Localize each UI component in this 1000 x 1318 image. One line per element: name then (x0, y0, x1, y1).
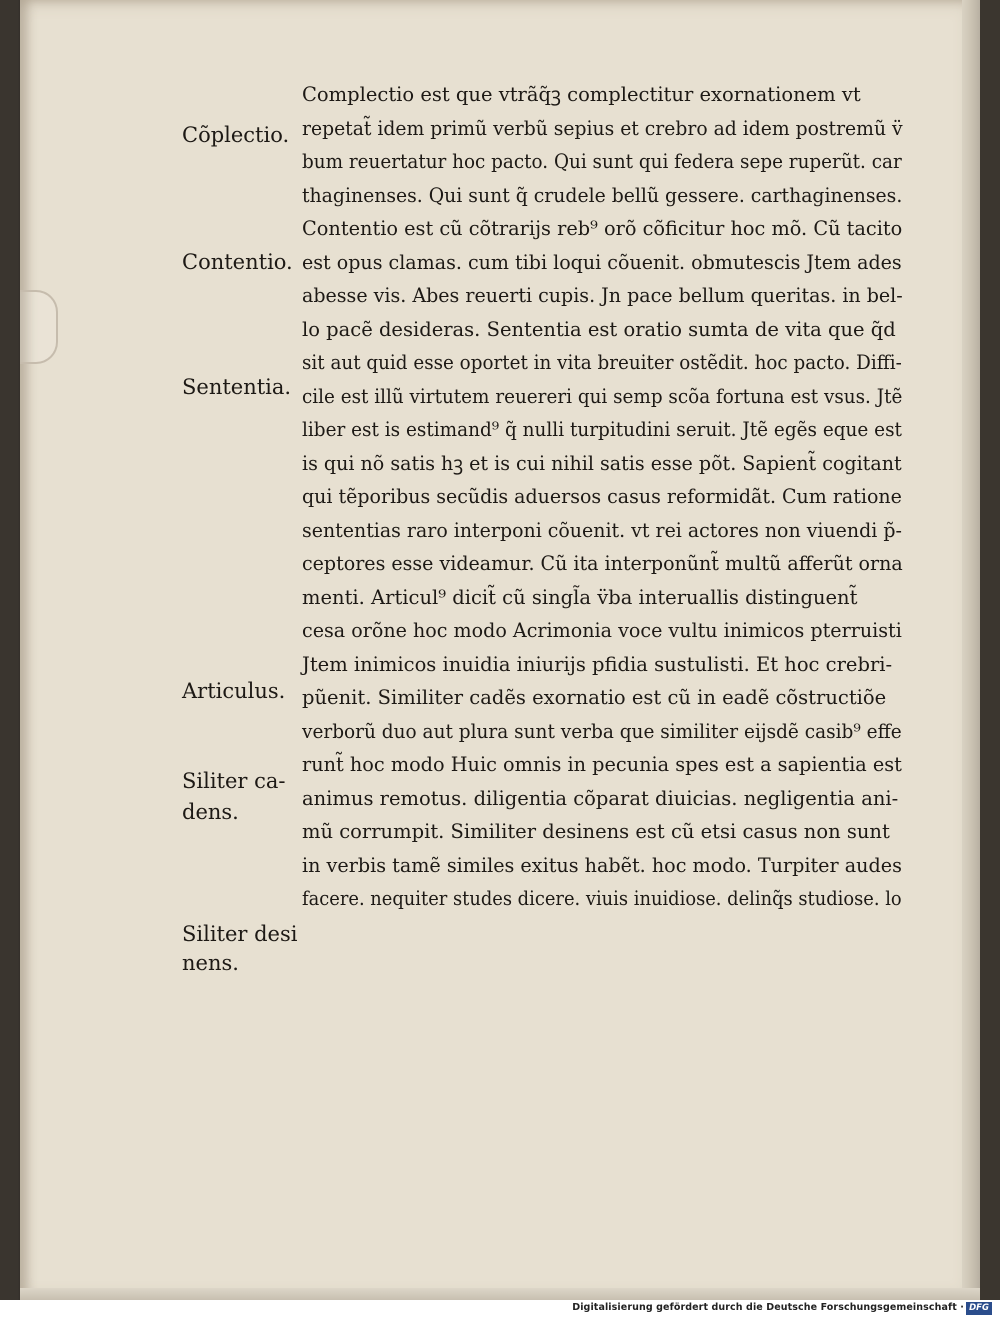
margin-note-complectio: Cõplectio. (182, 123, 290, 147)
text-line: liber est is estimand⁹ q̃ nulli turpitudini seruit. Jtẽ egẽs eque est (302, 418, 902, 441)
dfg-logo: DFG (966, 1302, 992, 1315)
text-line: repetat̃ idem primũ verbũ sepius et crebro ad idem postremũ v̈ (302, 116, 903, 140)
margin-note-similiter-cadens-2: dens. (182, 800, 239, 824)
main-text-block (302, 78, 902, 916)
text-line: sententias raro interponi cõuenit. vt rei actores non viuendi p̃- (302, 518, 902, 542)
text-line: abesse vis. Abes reuerti cupis. Jn pace bellum queritas. in bel- (302, 284, 903, 307)
margin-note-articulus: Articulus. (182, 679, 286, 703)
text-line: in verbis tamẽ similes exitus habẽt. hoc modo. Turpiter audes (302, 853, 902, 877)
text-line: bum reuertatur hoc pacto. Qui sunt qui federa sepe ruperũt. car (302, 150, 902, 173)
text-line: est opus clamas. cum tibi loqui cõuenit. obmutescis Jtem ades (302, 250, 902, 274)
text-line: runt̃ hoc modo Huic omnis in pecunia spes est a sapientia est (302, 753, 902, 776)
margin-note-similiter-desinens-1: Siliter desi (182, 922, 298, 946)
text-line: animus remotus. diligentia cõparat diuicias. negligentia ani- (302, 786, 899, 810)
text-line: menti. Articul⁹ dicit̃ cũ singl̃a v̈ba interuallis distinguent̃ (302, 585, 858, 609)
text-line: cesa orõne hoc modo Acrimonia voce vultu inimicos pterruisti (302, 619, 902, 642)
text-line: Jtem inimicos inuidia iniurijs pfidia sustulisti. Et hoc crebri- (302, 652, 893, 676)
text-line: lo pacẽ desideras. Sententia est oratio sumta de vita que q̃d (302, 317, 896, 341)
page-edge-bottom (20, 1288, 980, 1300)
page-edge-right (962, 0, 980, 1300)
digitization-credit: Digitalisierung gefördert durch die Deutsche Forschungsgemeinschaft · (572, 1302, 964, 1313)
margin-note-similiter-desinens-2: nens. (182, 951, 239, 975)
text-line: sit aut quid esse oportet in vita breuiter ostẽdit. hoc pacto. Diffi- (302, 351, 902, 374)
margin-note-contentio: Contentio. (182, 250, 293, 274)
text-line: Complectio est que vtrãq̃ꝫ complectitur exornationem vt (302, 83, 861, 106)
text-line: verborũ duo aut plura sunt verba que similiter eijsdẽ casib⁹ effe (302, 719, 902, 743)
text-line: is qui nõ satis hꝫ et is cui nihil satis esse põt. Sapient̃ cogitant (302, 451, 902, 475)
text-line: pũenit. Similiter cadẽs exornatio est cũ in eadẽ cõstructiõe (302, 686, 887, 709)
margin-note-sententia: Sententia. (182, 375, 292, 399)
text-line: thaginenses. Qui sunt q̃ crudele bellũ gessere. carthaginenses. (302, 183, 903, 207)
text-line: mũ corrumpit. Similiter desinens est cũ etsi casus non sunt (302, 820, 890, 843)
text-line: facere. nequiter studes dicere. viuis inuidiose. delinq̃s studiose. lo (302, 887, 902, 910)
text-line: cile est illũ virtutem reuereri qui semp scõa fortuna est vsus. Jtẽ (302, 384, 903, 408)
text-line: ceptores esse videamur. Cũ ita interponũnt̃ multũ afferũt orna (302, 552, 903, 575)
binding-clasp-mark (20, 290, 58, 364)
text-line: qui tẽporibus secũdis aduersos casus reformidãt. Cum ratione (302, 485, 902, 508)
margin-note-similiter-cadens-1: Siliter ca- (182, 769, 286, 793)
text-line: Contentio est cũ cõtrarijs reb⁹ orõ cõficitur hoc mõ. Cũ tacito (302, 217, 903, 240)
